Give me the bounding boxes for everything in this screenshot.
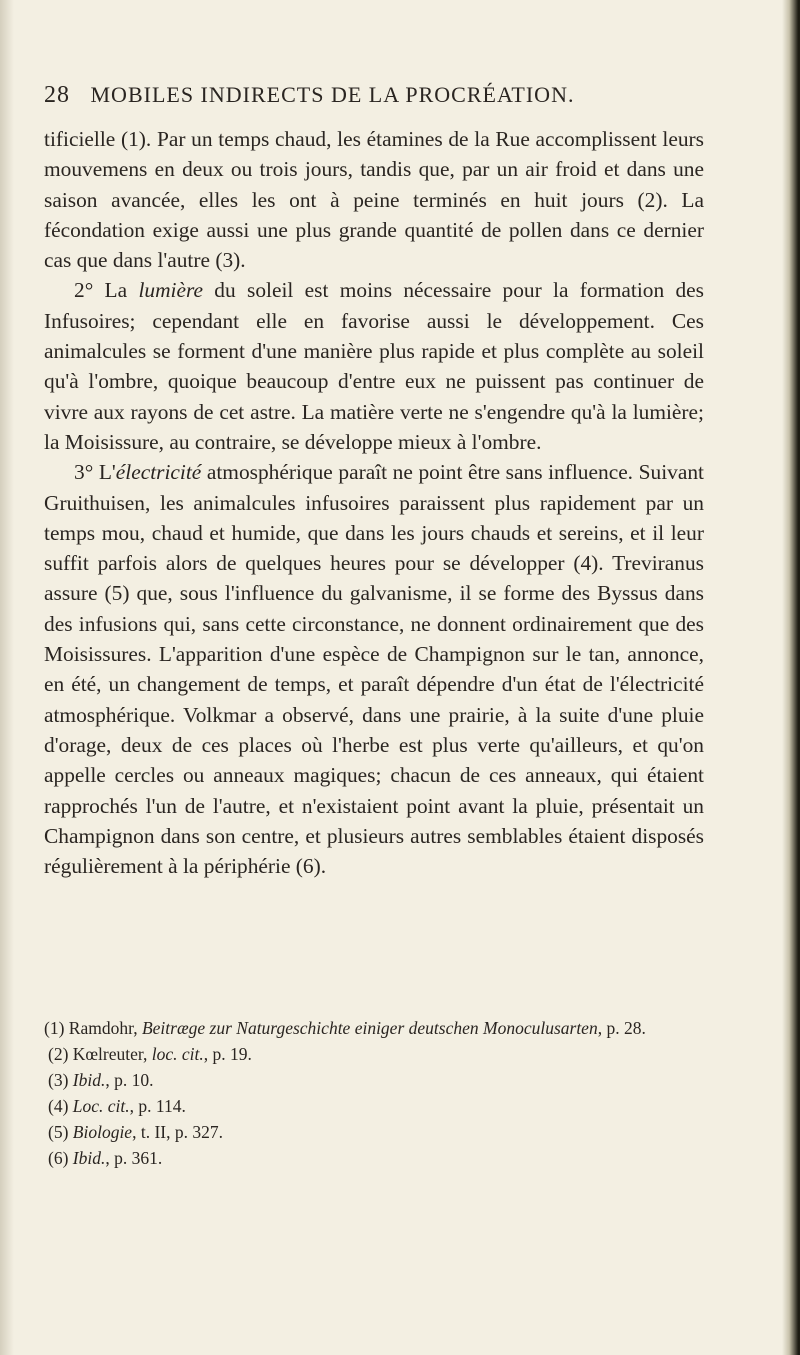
footnote-ref: , p. 28. bbox=[597, 1018, 646, 1038]
footnote-title: Loc. cit. bbox=[72, 1096, 130, 1116]
body-text bbox=[44, 124, 704, 881]
page-number: 28 bbox=[44, 82, 70, 108]
footnote bbox=[44, 1119, 704, 1145]
footnote bbox=[44, 1145, 704, 1171]
paragraph-3-lead: 3° L' bbox=[74, 460, 116, 485]
footnote-mark: (1) bbox=[44, 1018, 65, 1038]
footnote-mark: (4) bbox=[48, 1096, 69, 1116]
footnote-ref: , p. 19. bbox=[203, 1044, 252, 1064]
footnote-ref: , p. 114. bbox=[129, 1096, 186, 1116]
footnote-mark: (6) bbox=[48, 1148, 69, 1168]
paragraph-2-term: lumière bbox=[138, 278, 203, 303]
page-edge-shadow bbox=[782, 0, 800, 1355]
paragraph-2-rest: du soleil est moins nécessaire pour la formation des Infusoires; cependant elle en favorise aussi le développement. Ces animalcules se forment d'une manière plus rapide et plus complète au soleil qu'à l'ombre, quoique beaucoup d'entre eux ne puissent pas continuer de vivre aux rayons de cet astre. La matière verte ne s'engendre qu'à la lumière; la Moisissure, au contraire, se développe mieux à l'ombre. bbox=[44, 278, 704, 454]
footnote-ref: , p. 10. bbox=[105, 1070, 154, 1090]
running-header bbox=[44, 82, 694, 109]
footnote-title: Ibid. bbox=[72, 1070, 106, 1090]
footnote-title: Ibid. bbox=[72, 1148, 106, 1168]
footnote-ref: , t. II, p. 327. bbox=[132, 1122, 223, 1142]
footnote bbox=[44, 1041, 704, 1067]
running-title: MOBILES INDIRECTS DE LA PROCRÉATION. bbox=[90, 82, 575, 107]
footnote-title: Beitræge zur Naturgeschichte einiger deutschen Monoculusarten bbox=[141, 1018, 598, 1038]
footnote-mark: (2) bbox=[48, 1044, 69, 1064]
paragraph-1: tificielle (1). Par un temps chaud, les étamines de la Rue accomplissent leurs mouvemens en deux ou trois jours, tandis que, par un air froid et dans une saison avancée, elles les ont à peine terminés en huit jours (2). La fécondation exige aussi une plus grande quantité de pollen dans ce dernier cas que dans l'autre (3). bbox=[44, 127, 704, 273]
page-gutter-shadow bbox=[0, 0, 14, 1355]
footnote-title: Biologie bbox=[72, 1122, 133, 1142]
footnotes bbox=[44, 1015, 704, 1171]
footnote-title: loc. cit. bbox=[151, 1044, 204, 1064]
footnote-mark: (5) bbox=[48, 1122, 69, 1142]
footnote-author: Kœlreuter, bbox=[72, 1044, 152, 1064]
paragraph-2-lead: 2° La bbox=[74, 278, 139, 303]
footnote bbox=[44, 1067, 704, 1093]
footnote-ref: , p. 361. bbox=[105, 1148, 163, 1168]
footnote-author: Ramdohr, bbox=[68, 1018, 142, 1038]
paragraph-3 bbox=[44, 457, 704, 881]
paragraph-3-rest: atmosphérique paraît ne point être sans influence. Suivant Gruithuisen, les animalcules infusoires paraissent plus rapidement par un temps mou, chaud et humide, que dans les jours chauds et sereins, et il leur suffit parfois alors de quelques heures pour se développer (4). Treviranus assure (5) que, sous l'influence du galvanisme, il se forme des Byssus dans des infusions qui, sans cette circonstance, ne donnent ordinairement que des Moisissures. L'apparition d'une espèce de Champignon sur le tan, annonce, en été, un changement de temps, et paraît dépendre d'un état de l'électricité atmosphérique. Volkmar a observé, dans une prairie, à la suite d'une pluie d'orage, deux de ces places où l'herbe est plus verte qu'ailleurs, et qu'on appelle cercles ou anneaux magiques; chacun de ces anneaux, qui étaient rapprochés l'un de l'autre, et n'existaient point avant la pluie, présentait un Champignon dans son centre, et plusieurs autres semblables étaient disposés régulièrement à la périphérie (6). bbox=[44, 460, 704, 879]
footnote-mark: (3) bbox=[48, 1070, 69, 1090]
paragraph-2 bbox=[44, 275, 704, 457]
footnote bbox=[44, 1015, 704, 1041]
paragraph-3-term: électricité bbox=[115, 460, 202, 485]
footnote bbox=[44, 1093, 704, 1119]
